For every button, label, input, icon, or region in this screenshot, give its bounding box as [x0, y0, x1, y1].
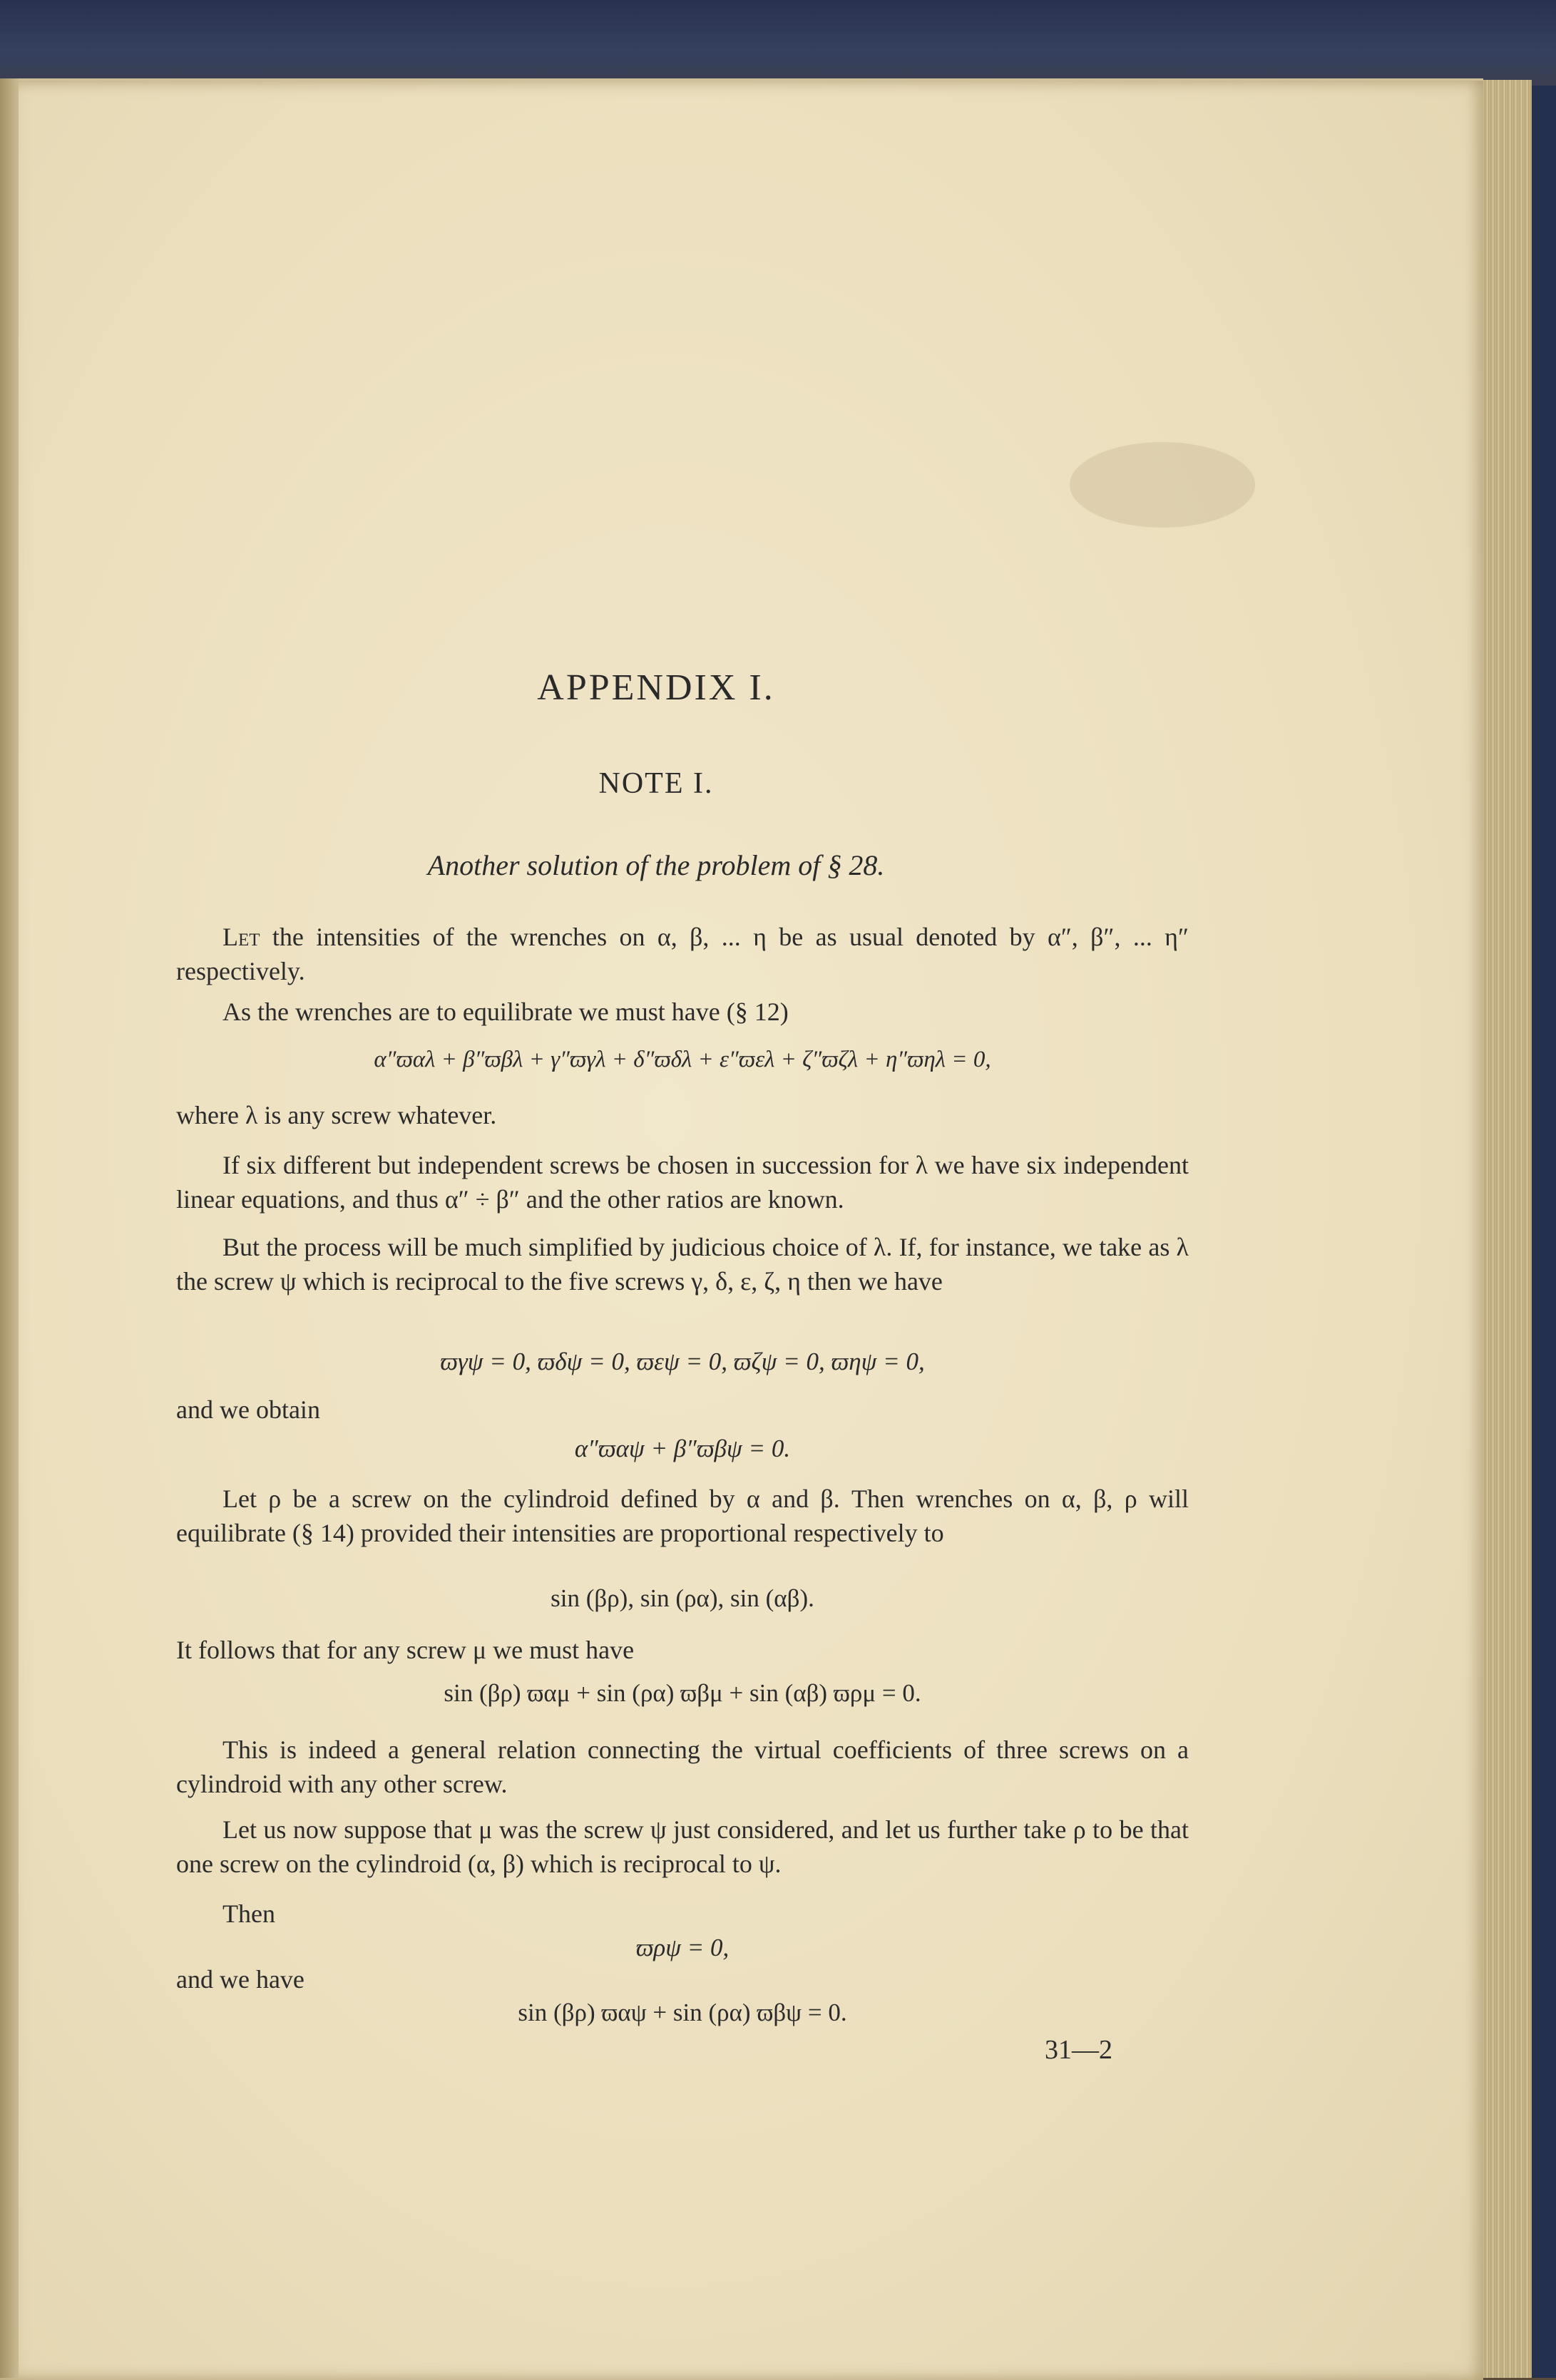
appendix-title: APPENDIX I.	[537, 667, 775, 708]
paragraph-5: But the process will be much simplified by judicious choice of λ. If, for instance, we take as λ the screw ψ which is reciprocal to the five screws γ, δ, ε, ζ, η then we have	[176, 1233, 1189, 1296]
paragraph-6: and we obtain	[176, 1395, 320, 1424]
paragraph-1	[176, 920, 1189, 988]
paragraph-10: Let us now suppose that μ was the screw ψ just considered, and let us further take ρ to be that one screw on the cylindroid (α, β) which is reciprocal to ψ.	[176, 1815, 1189, 1878]
paragraph-9: This is indeed a general relation connecting the virtual coefficients of three screws on a cylindroid with any other screw.	[176, 1735, 1189, 1798]
paragraph-7: Let ρ be a screw on the cylindroid defined by α and β. Then wrenches on α, β, ρ will equilibrate (§ 14) provided their intensities are proportional respectively to	[176, 1484, 1189, 1547]
book-cover-top	[0, 0, 1556, 86]
equation-1: α″ϖαλ + β″ϖβλ + γ″ϖγλ + δ″ϖδλ + ε″ϖελ + ζ″ϖζλ + η″ϖηλ = 0,	[374, 1047, 991, 1072]
note-subtitle: Another solution of the problem of § 28.	[427, 849, 885, 881]
paragraph-12: and we have	[176, 1965, 304, 1994]
equation-3: α″ϖαψ + β″ϖβψ = 0.	[574, 1435, 791, 1462]
paragraph-1-text: the intensities of the wrenches on α, β, ... η be as usual denoted by α″, β″, ... η″ respectively.	[176, 923, 1189, 985]
equation-7: sin (βρ) ϖαψ + sin (ρα) ϖβψ = 0.	[518, 1999, 847, 2026]
equation-6: ϖρψ = 0,	[635, 1934, 730, 1961]
equation-4: sin (βρ), sin (ρα), sin (αβ).	[551, 1584, 814, 1612]
book-page	[0, 78, 1483, 2380]
page-number: 31—2	[1045, 2035, 1112, 2065]
equation-5: sin (βρ) ϖαμ + sin (ρα) ϖβμ + sin (αβ) ϖρμ = 0.	[444, 1679, 921, 1707]
paper-stain	[1070, 442, 1255, 528]
paragraph-8: It follows that for any screw μ we must have	[176, 1636, 635, 1664]
page-gutter	[0, 78, 19, 2378]
equation-2: ϖγψ = 0, ϖδψ = 0, ϖεψ = 0, ϖζψ = 0, ϖηψ = 0,	[440, 1348, 925, 1375]
paragraph-1-lead: Let	[222, 923, 260, 951]
paragraph-11: Then	[222, 1899, 275, 1928]
note-title: NOTE I.	[598, 767, 714, 800]
paragraph-2: As the wrenches are to equilibrate we must have (§ 12)	[222, 997, 789, 1026]
paragraph-3: where λ is any screw whatever.	[176, 1101, 497, 1129]
paragraph-4: If six different but independent screws be chosen in succession for λ we have six independent linear equations, and thus α″ ÷ β″ and the other ratios are known.	[176, 1151, 1189, 1214]
